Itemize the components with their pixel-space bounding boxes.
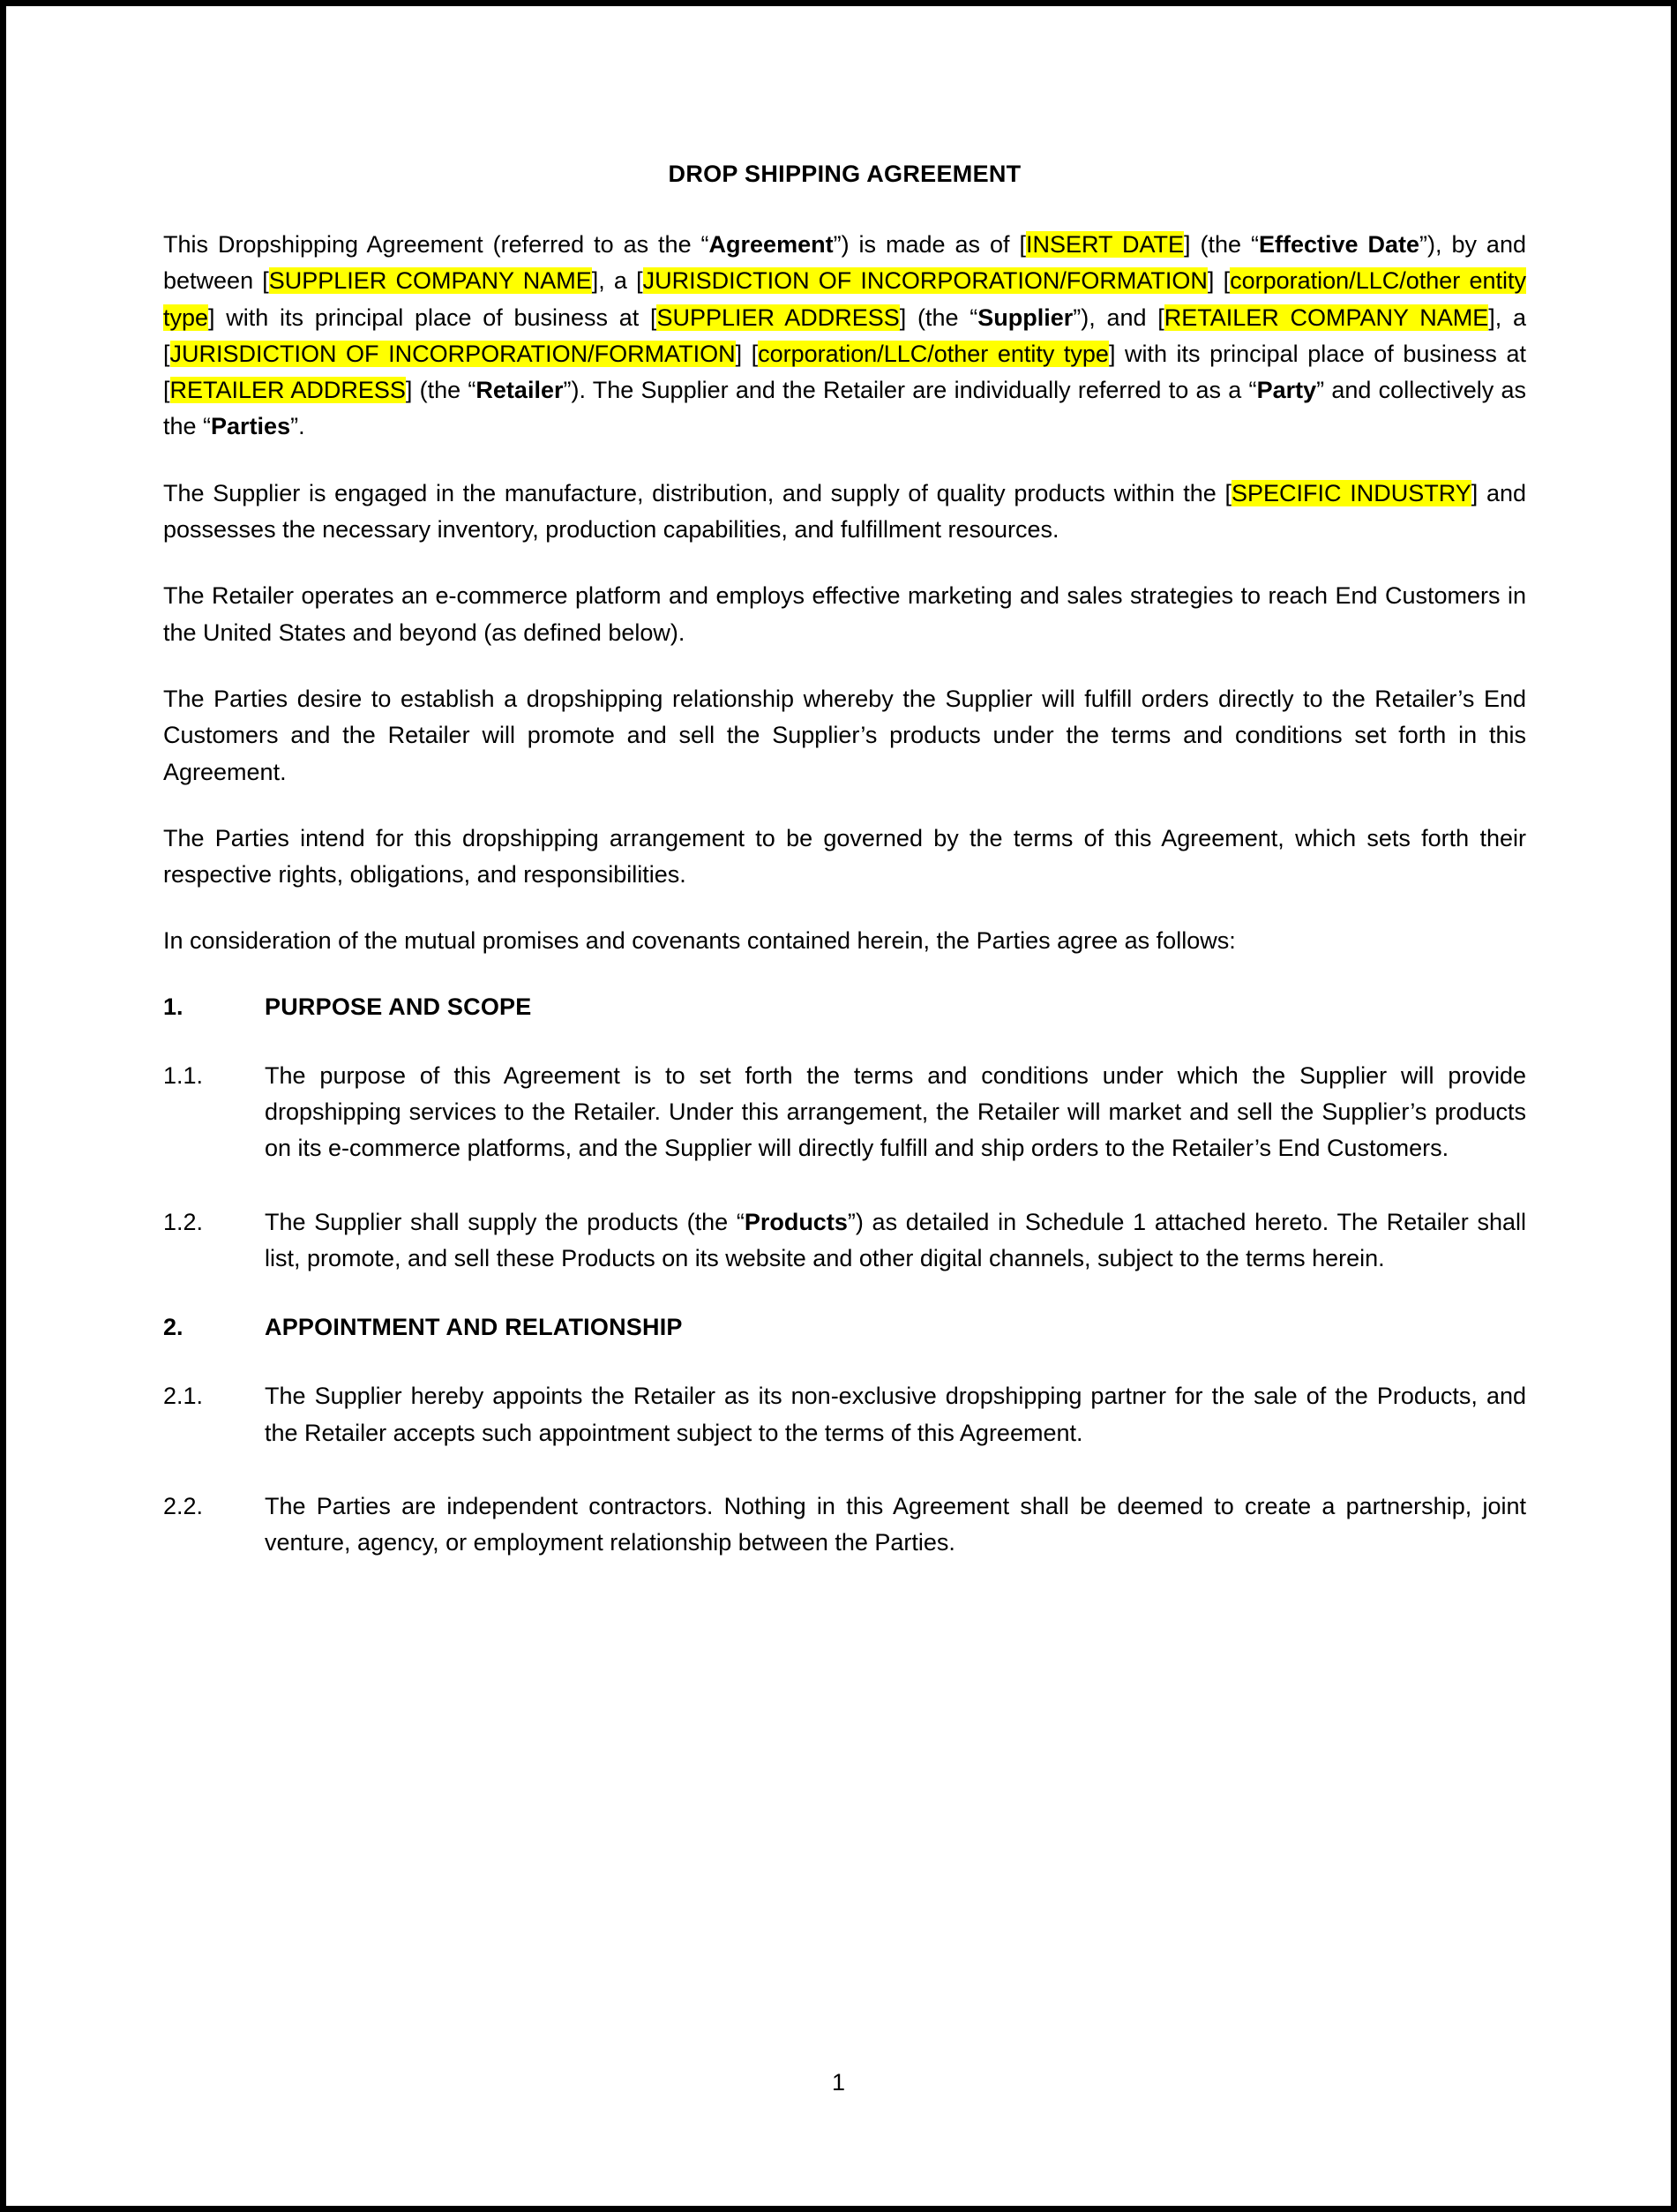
recital-desire-paragraph: The Parties desire to establish a dropshipping relationship whereby the Supplier will fulfill orders directly to the Retailer’s End Customers and the Retailer will promote and sell the Supplier’s products under the terms and conditions set forth in this Agreement. (163, 685, 1526, 785)
intro-text-6: ] [ (1207, 267, 1231, 295)
placeholder-supplier-jurisdiction: JURISDICTION OF INCORPORATION/FORMATION (642, 267, 1208, 295)
section-heading-1 (163, 994, 1526, 1021)
clause-number: 2.2. (163, 1492, 204, 1519)
consideration-paragraph: In consideration of the mutual promises and covenants contained herein, the Parties agree as follows: (163, 927, 1236, 955)
intro-bold-agreement: Agreement (708, 231, 834, 258)
clause-1-1 (163, 1058, 1526, 1167)
clause-1-2-bold-products: Products (744, 1208, 848, 1235)
clause-1-2-text-1: The Supplier shall supply the products (the “ (265, 1208, 745, 1235)
intro-bold-supplier: Supplier (977, 304, 1074, 331)
intro-text-8: ] (the “ (899, 304, 978, 331)
intro-text-1: This Dropshipping Agreement (referred to as the “ (163, 231, 709, 258)
placeholder-retailer-jurisdiction: JURISDICTION OF INCORPORATION/FORMATION (169, 340, 736, 367)
placeholder-insert-date: INSERT DATE (1025, 231, 1184, 258)
clause-1-2-text-2: ”) as detailed in Schedule 1 attached hereto. The Retailer shall list, promote, and sell these Products on its website and other digital channels, subject to the terms herein. (265, 1208, 1526, 1271)
intro-bold-retailer: Retailer (475, 377, 564, 404)
intro-text-4: ”), by and between [ (163, 231, 1526, 295)
placeholder-supplier-entity-type: corporation/LLC/other entity type (163, 267, 1526, 331)
recital-supplier-text-1: The Supplier is engaged in the manufacture, distribution, and supply of quality products within the [ (163, 479, 1232, 506)
intro-bold-parties: Parties (211, 413, 291, 440)
clause-text: The Supplier hereby appoints the Retailer as its non-exclusive dropshipping partner for the sale of the Products, and the Retailer accepts such appointment subject to the terms of this Agreement. (265, 1383, 1526, 1446)
intro-text-16: ”. (290, 413, 305, 440)
placeholder-supplier-address: SUPPLIER ADDRESS (656, 304, 900, 331)
section-title: PURPOSE AND SCOPE (265, 993, 532, 1020)
clause-1-2 (163, 1204, 1526, 1278)
intro-text-9: ”), and [ (1073, 304, 1164, 331)
intro-bold-party: Party (1256, 377, 1317, 404)
clause-number: 1.1. (163, 1061, 204, 1089)
intro-text-12: ] with its principal place of business at [ (163, 340, 1526, 404)
placeholder-specific-industry: SPECIFIC INDUSTRY (1232, 479, 1471, 506)
section-heading-2 (163, 1314, 1526, 1341)
recital-retailer-paragraph: The Retailer operates an e-commerce platform and employs effective marketing and sales strategies to reach End Customers in the United States and beyond (as defined below). (163, 582, 1526, 646)
placeholder-retailer-address: RETAILER ADDRESS (169, 377, 406, 404)
clause-text (265, 1204, 1526, 1278)
recital-intent-paragraph: The Parties intend for this dropshipping arrangement to be governed by the terms of this Agreement, which sets forth their respective rights, obligations, and responsibilities. (163, 824, 1526, 889)
document-title: DROP SHIPPING AGREEMENT (668, 161, 1022, 187)
intro-text-11: ] [ (735, 340, 759, 367)
intro-text-13: ] (the “ (405, 377, 476, 404)
placeholder-retailer-entity-type: corporation/LLC/other entity type (758, 340, 1109, 367)
intro-text-5: ], a [ (591, 267, 643, 295)
placeholder-retailer-company-name: RETAILER COMPANY NAME (1164, 304, 1489, 331)
intro-text-10: ], a [ (163, 304, 1526, 367)
intro-text-15: ” and collectively as the “ (163, 377, 1527, 440)
section-number: 2. (163, 1314, 183, 1341)
clause-text: The purpose of this Agreement is to set forth the terms and conditions under which the Supplier will provide dropshipping services to the Retailer. Under this arrangement, the Retailer will market and sell the Supplier’s products on its e-commerce platforms, and the Supplier will directly fulfill and ship orders to the Retailer’s End Customers. (265, 1061, 1526, 1162)
intro-text-2: ”) is made as of [ (833, 231, 1026, 258)
section-title: APPOINTMENT AND RELATIONSHIP (265, 1314, 683, 1341)
section-number: 1. (163, 993, 183, 1020)
clause-2-2 (163, 1488, 1526, 1562)
page-number: 1 (831, 2069, 846, 2096)
document-body (163, 161, 1526, 1598)
clause-number: 2.1. (163, 1383, 204, 1410)
intro-text-14: ”). The Supplier and the Retailer are individually referred to as a “ (563, 377, 1257, 404)
intro-bold-effective-date: Effective Date (1258, 231, 1419, 258)
recital-supplier-text-2: ] and possesses the necessary inventory, production capabilities, and fulfillment resources. (163, 479, 1526, 544)
recital-supplier-paragraph (163, 476, 1526, 549)
placeholder-supplier-company-name: SUPPLIER COMPANY NAME (268, 267, 592, 295)
intro-text-7: ] with its principal place of business at [ (208, 304, 657, 331)
clause-2-1 (163, 1378, 1526, 1451)
clause-text: The Parties are independent contractors. Nothing in this Agreement shall be deemed to create a partnership, joint venture, agency, or employment relationship between the Parties. (265, 1492, 1526, 1556)
intro-paragraph (163, 227, 1526, 446)
clause-number: 1.2. (163, 1208, 204, 1235)
intro-text-3: ] (the “ (1184, 231, 1259, 258)
